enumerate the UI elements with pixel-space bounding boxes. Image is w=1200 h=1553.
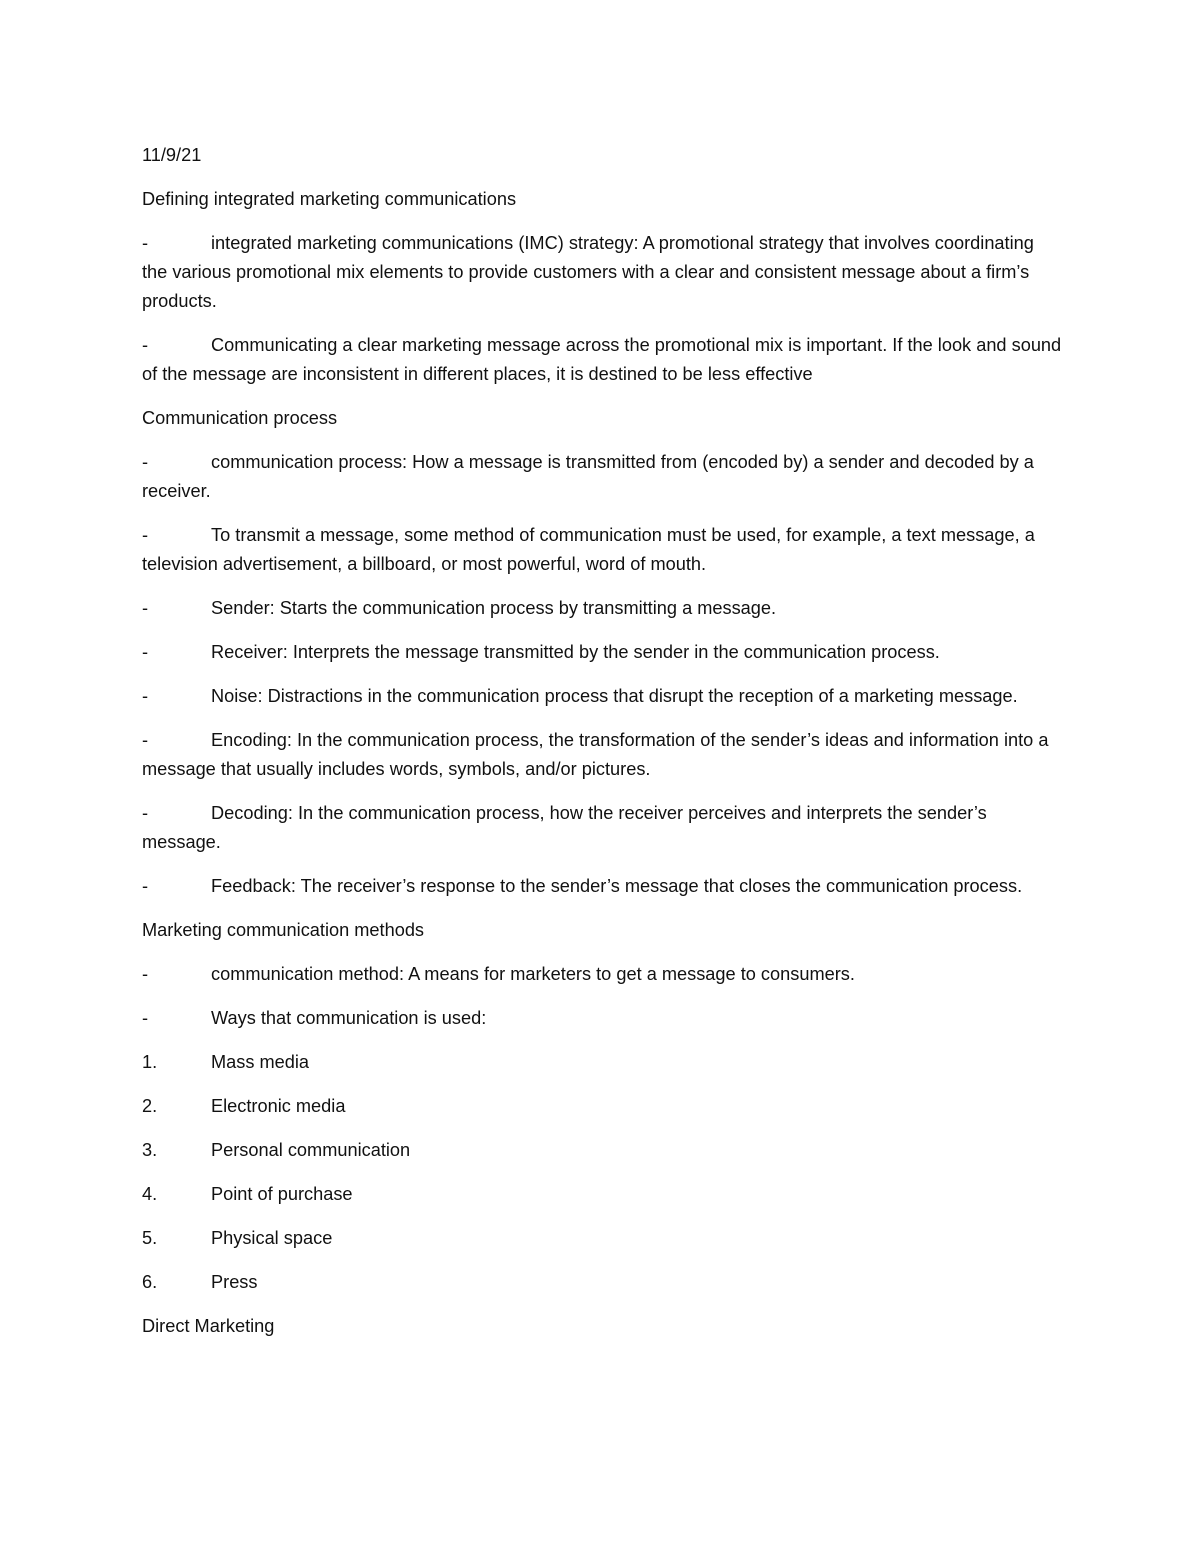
list-item-text: Personal communication <box>211 1140 411 1160</box>
list-item-marker: - <box>142 964 149 984</box>
document-body <box>142 141 1062 1356</box>
list-item-marker: - <box>142 876 149 896</box>
list-item-text: Sender: Starts the communication process by transmitting a message. <box>211 598 777 618</box>
list-item <box>142 960 1062 989</box>
list-item-marker: 6. <box>142 1272 158 1292</box>
list-item-text: Feedback: The receiver’s response to the sender’s message that closes the communication process. <box>211 876 1023 896</box>
list-item <box>142 872 1062 901</box>
list-item-text: Receiver: Interprets the message transmitted by the sender in the communication process. <box>211 642 940 662</box>
list-item-marker: - <box>142 598 149 618</box>
list-item <box>142 1268 1062 1297</box>
list-item-marker: - <box>142 686 149 706</box>
section-heading: Direct Marketing <box>142 1316 275 1336</box>
section-heading: Marketing communication methods <box>142 920 425 940</box>
list-item-text: Communicating a clear marketing message across the promotional mix is important. If the look and sound of the message are inconsistent in different places, it is destined to be less effective <box>142 335 1062 384</box>
list-item-text: Decoding: In the communication process, how the receiver perceives and interprets the sender’s message. <box>142 803 987 852</box>
list-item-marker: - <box>142 803 149 823</box>
list-item <box>142 1180 1062 1209</box>
list-item <box>142 229 1062 316</box>
list-item-text: integrated marketing communications (IMC) strategy: A promotional strategy that involves coordinating the various promotional mix elements to provide customers with a clear and consistent message about a firm’s products. <box>142 233 1034 311</box>
list-item <box>142 1004 1062 1033</box>
list-item <box>142 331 1062 389</box>
list-item-text: Ways that communication is used: <box>211 1008 487 1028</box>
list-item <box>142 726 1062 784</box>
list-item-marker: 2. <box>142 1096 158 1116</box>
list-item <box>142 521 1062 579</box>
list-item-marker: - <box>142 730 149 750</box>
list-item-text: Noise: Distractions in the communication process that disrupt the reception of a marketing message. <box>211 686 1018 706</box>
list-item-text: communication method: A means for marketers to get a message to consumers. <box>211 964 855 984</box>
list-item <box>142 1224 1062 1253</box>
list-item-marker: 1. <box>142 1052 158 1072</box>
list-item <box>142 1136 1062 1165</box>
list-item-marker: - <box>142 525 149 545</box>
list-item-marker: - <box>142 642 149 662</box>
list-item-marker: - <box>142 1008 149 1028</box>
list-item <box>142 682 1062 711</box>
list-item-marker: 4. <box>142 1184 158 1204</box>
list-item-marker: 5. <box>142 1228 158 1248</box>
list-item-text: Press <box>211 1272 258 1292</box>
section-heading: Defining integrated marketing communications <box>142 189 517 209</box>
document-date: 11/9/21 <box>142 145 202 165</box>
list-item-marker: - <box>142 452 149 472</box>
list-item <box>142 799 1062 857</box>
list-item-text: Point of purchase <box>211 1184 353 1204</box>
list-item-text: Physical space <box>211 1228 333 1248</box>
list-item-marker: - <box>142 335 149 355</box>
list-item-text: communication process: How a message is transmitted from (encoded by) a sender and decoded by a receiver. <box>142 452 1034 501</box>
list-item-text: Mass media <box>211 1052 310 1072</box>
document-sections <box>142 185 1062 1341</box>
list-item <box>142 638 1062 667</box>
list-item <box>142 448 1062 506</box>
list-item <box>142 1048 1062 1077</box>
list-item-text: To transmit a message, some method of communication must be used, for example, a text message, a television advertisement, a billboard, or most powerful, word of mouth. <box>142 525 1035 574</box>
list-item-marker: 3. <box>142 1140 158 1160</box>
list-item-marker: - <box>142 233 149 253</box>
list-item-text: Electronic media <box>211 1096 346 1116</box>
section-heading: Communication process <box>142 408 338 428</box>
list-item-text: Encoding: In the communication process, the transformation of the sender’s ideas and information into a message that usually includes words, symbols, and/or pictures. <box>142 730 1049 779</box>
list-item <box>142 1092 1062 1121</box>
list-item <box>142 594 1062 623</box>
